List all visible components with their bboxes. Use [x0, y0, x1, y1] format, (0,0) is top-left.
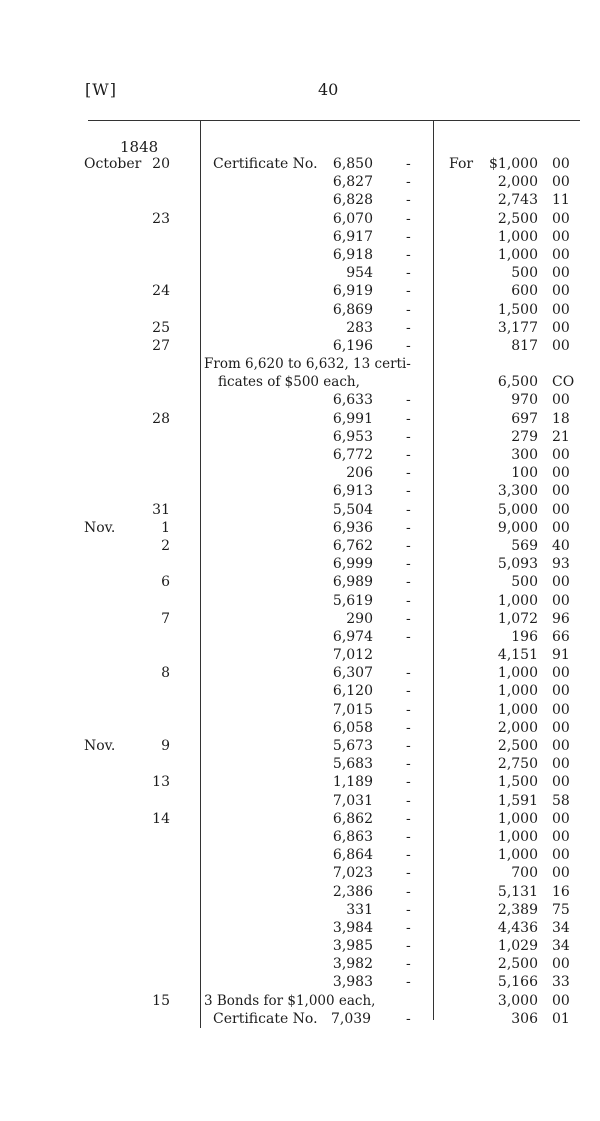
- leader-dash: -: [406, 865, 411, 882]
- amount-cents: 00: [552, 483, 570, 500]
- amount-dollars: 1,072: [497, 610, 538, 627]
- ledger-row: [0, 919, 600, 937]
- amount-cents: 75: [552, 901, 570, 918]
- ledger-row: [0, 755, 600, 773]
- entry-month: Nov.: [84, 519, 116, 536]
- amount-dollars: 2,750: [497, 756, 538, 773]
- amount-dollars: 100: [511, 465, 538, 482]
- ledger-row: [0, 464, 600, 482]
- ledger-row: [0, 719, 600, 737]
- leader-dash: -: [406, 974, 411, 991]
- ledger-row: [0, 555, 600, 573]
- entry-day: 6: [161, 574, 170, 591]
- certificate-number: 6,058: [332, 719, 373, 736]
- ledger-row: [0, 428, 600, 446]
- ledger-row: [0, 992, 600, 1010]
- leader-dash: -: [406, 246, 411, 263]
- leader-dash: -: [406, 738, 411, 754]
- amount-dollars: 700: [511, 865, 538, 882]
- certificate-number: 6,918: [332, 246, 373, 263]
- ledger-row: [0, 410, 600, 428]
- amount-dollars: 306: [511, 1010, 538, 1027]
- amount-cents: 01: [552, 1010, 570, 1027]
- leader-dash: -: [406, 592, 411, 609]
- amount-cents: 00: [552, 174, 570, 191]
- amount-dollars: 5,131: [497, 883, 538, 900]
- amount-cents: 21: [552, 428, 570, 445]
- amount-cents: 00: [552, 956, 570, 973]
- certificate-number: 6,953: [332, 428, 373, 445]
- leader-dash: -: [406, 792, 411, 809]
- certificate-number: 6,070: [332, 210, 373, 227]
- leader-dash: -: [406, 283, 411, 300]
- amount-dollars: 1,000: [497, 847, 538, 864]
- certificate-number: 6,917: [332, 228, 373, 245]
- ledger-row: [0, 973, 600, 991]
- amount-dollars: 1,500: [497, 774, 538, 791]
- entry-day: 15: [152, 992, 170, 1009]
- ledger-row: [0, 519, 600, 537]
- leader-dash: -: [406, 483, 411, 500]
- amount-cents: 00: [552, 465, 570, 482]
- ledger-row: [0, 264, 600, 282]
- amount-cents: 00: [552, 519, 570, 536]
- amount-dollars: 2,500: [497, 210, 538, 227]
- leader-dash: -: [406, 447, 411, 463]
- certificate-number: 6,633: [332, 392, 373, 409]
- certificate-number: 6,772: [332, 447, 373, 463]
- certificate-number: 6,974: [332, 628, 373, 645]
- certificate-number: 3,985: [332, 938, 373, 955]
- ledger-row: [0, 828, 600, 846]
- leader-dash: -: [406, 701, 411, 718]
- leader-dash: -: [406, 810, 411, 827]
- ledger-row: [0, 773, 600, 791]
- amount-dollars: 569: [511, 537, 538, 554]
- certificate-number: 6,862: [332, 810, 373, 827]
- amount-dollars: 9,000: [497, 519, 538, 536]
- amount-cents: 00: [552, 865, 570, 882]
- certificate-number: 7,031: [332, 792, 373, 809]
- amount-cents: 00: [552, 228, 570, 245]
- ledger-row: [0, 337, 600, 355]
- certificate-number: 290: [346, 610, 373, 627]
- amount-dollars: 1,000: [497, 592, 538, 609]
- ledger-row: [0, 883, 600, 901]
- certificate-number: 2,386: [332, 883, 373, 900]
- amount-cents: 00: [552, 756, 570, 773]
- amount-dollars: 4,436: [497, 919, 538, 936]
- leader-dash: -: [406, 938, 411, 955]
- leader-dash: -: [406, 774, 411, 791]
- amount-dollars: 2,500: [497, 956, 538, 973]
- amount-dollars: 697: [511, 410, 538, 427]
- leader-dash: -: [406, 501, 411, 518]
- certificate-ledger: [0, 155, 600, 1028]
- certificate-number: 1,189: [332, 774, 373, 791]
- leader-dash: -: [406, 956, 411, 973]
- page-header-mark: [W]: [85, 80, 117, 99]
- amount-cents: 91: [552, 647, 570, 664]
- entry-day: 27: [152, 337, 170, 354]
- amount-dollars: 600: [511, 283, 538, 300]
- certificate-number: 5,504: [332, 501, 373, 518]
- amount-dollars: 5,166: [497, 974, 538, 991]
- amount-cents: 00: [552, 246, 570, 263]
- amount-cents: 00: [552, 810, 570, 827]
- certificate-number: 5,619: [332, 592, 373, 609]
- amount-dollars: 1,000: [497, 828, 538, 845]
- amount-dollars: 817: [511, 337, 538, 354]
- certificate-number: 283: [346, 319, 373, 336]
- amount-dollars: 1,000: [497, 246, 538, 263]
- certificate-number: 3,983: [332, 974, 373, 991]
- amount-cents: 34: [552, 938, 570, 955]
- leader-dash: -: [406, 210, 411, 227]
- amount-dollars: 1,500: [497, 301, 538, 318]
- amount-cents: 00: [552, 337, 570, 354]
- entry-day: 9: [161, 738, 170, 754]
- entry-note: 3 Bonds for $1,000 each,: [204, 992, 376, 1009]
- ledger-row: [0, 282, 600, 300]
- amount-cents: 00: [552, 501, 570, 518]
- ledger-row: [0, 173, 600, 191]
- amount-cents: 00: [552, 265, 570, 282]
- certificate-number: 6,864: [332, 847, 373, 864]
- amount-dollars: 2,500: [497, 738, 538, 754]
- amount-dollars: 1,000: [497, 665, 538, 682]
- amount-cents: 34: [552, 919, 570, 936]
- certificate-number: 3,982: [332, 956, 373, 973]
- leader-dash: -: [406, 574, 411, 591]
- ledger-row: [0, 810, 600, 828]
- amount-dollars: 1,591: [497, 792, 538, 809]
- amount-cents: 00: [552, 992, 570, 1009]
- leader-dash: -: [406, 465, 411, 482]
- amount-cents: 00: [552, 592, 570, 609]
- amount-dollars: 1,000: [497, 810, 538, 827]
- amount-dollars: 970: [511, 392, 538, 409]
- ledger-row: [0, 701, 600, 719]
- certificate-number: 954: [346, 265, 373, 282]
- leader-dash: -: [406, 301, 411, 318]
- amount-cents: 00: [552, 774, 570, 791]
- ledger-row: [0, 1010, 600, 1028]
- ledger-row: [0, 864, 600, 882]
- certificate-number: 331: [346, 901, 373, 918]
- amount-dollars: 1,000: [497, 683, 538, 700]
- ledger-row: [0, 573, 600, 591]
- leader-dash: -: [406, 337, 411, 354]
- leader-dash: -: [406, 665, 411, 682]
- amount-cents: 00: [552, 156, 570, 172]
- amount-cents: 00: [552, 847, 570, 864]
- certificate-number: 6,863: [332, 828, 373, 845]
- ledger-row: [0, 537, 600, 555]
- leader-dash: -: [406, 228, 411, 245]
- ledger-row: [0, 846, 600, 864]
- amount-dollars: 3,300: [497, 483, 538, 500]
- amount-cents: 93: [552, 556, 570, 573]
- certificate-number: 6,999: [332, 556, 373, 573]
- entry-day: 20: [152, 156, 170, 172]
- leader-dash: -: [406, 828, 411, 845]
- amount-cents: 00: [552, 683, 570, 700]
- amount-cents: 00: [552, 738, 570, 754]
- certificate-number: 6,913: [332, 483, 373, 500]
- entry-day: 1: [161, 519, 170, 536]
- leader-dash: -: [406, 192, 411, 209]
- amount-cents: 66: [552, 628, 570, 645]
- leader-dash: -: [406, 1010, 411, 1027]
- amount-dollars: 2,000: [497, 719, 538, 736]
- certificate-number: 6,869: [332, 301, 373, 318]
- ledger-row: [0, 646, 600, 664]
- amount-dollars: 500: [511, 265, 538, 282]
- amount-dollars: 4,151: [497, 647, 538, 664]
- certificate-number: 6,307: [332, 665, 373, 682]
- leader-dash: -: [406, 610, 411, 627]
- amount-cents: 00: [552, 301, 570, 318]
- amount-cents: 00: [552, 283, 570, 300]
- ledger-row: [0, 191, 600, 209]
- amount-dollars: 300: [511, 447, 538, 463]
- ledger-row: [0, 792, 600, 810]
- amount-cents: 16: [552, 883, 570, 900]
- leader-dash: -: [406, 883, 411, 900]
- leader-dash: -: [406, 628, 411, 645]
- entry-month: October: [84, 156, 142, 172]
- leader-dash: -: [406, 265, 411, 282]
- page-number: 40: [318, 80, 339, 99]
- amount-cents: 00: [552, 447, 570, 463]
- certificate-number: 7,012: [332, 647, 373, 664]
- amount-dollars: 279: [511, 428, 538, 445]
- ledger-row: [0, 319, 600, 337]
- leader-dash: -: [406, 174, 411, 191]
- entry-day: 24: [152, 283, 170, 300]
- certificate-number: 7,015: [332, 701, 373, 718]
- entry-day: 7: [161, 610, 170, 627]
- amount-cents: 40: [552, 537, 570, 554]
- amount-cents: 00: [552, 319, 570, 336]
- ledger-row: [0, 664, 600, 682]
- amount-dollars: 2,743: [497, 192, 538, 209]
- leader-dash: -: [406, 519, 411, 536]
- entry-note: From 6,620 to 6,632, 13 certi-: [204, 356, 411, 373]
- ledger-row: [0, 373, 600, 391]
- ledger-row: [0, 682, 600, 700]
- leader-dash: -: [406, 392, 411, 409]
- leader-dash: -: [406, 428, 411, 445]
- leader-dash: -: [406, 919, 411, 936]
- ledger-row: [0, 155, 600, 173]
- amount-dollars: 1,000: [497, 701, 538, 718]
- entry-month: Nov.: [84, 738, 116, 754]
- ledger-row: [0, 446, 600, 464]
- ledger-row: [0, 210, 600, 228]
- certificate-number: 6,762: [332, 537, 373, 554]
- amount-dollars: 500: [511, 574, 538, 591]
- amount-cents: 00: [552, 210, 570, 227]
- ledger-row: [0, 355, 600, 373]
- leader-dash: -: [406, 847, 411, 864]
- certificate-label: Certificate No.: [213, 1010, 318, 1027]
- amount-dollars: 5,093: [497, 556, 538, 573]
- amount-cents: 33: [552, 974, 570, 991]
- header-rule: [88, 120, 580, 121]
- leader-dash: -: [406, 683, 411, 700]
- amount-cents: 18: [552, 410, 570, 427]
- ledger-row: [0, 482, 600, 500]
- amount-cents: 58: [552, 792, 570, 809]
- ledger-year: 1848: [120, 138, 159, 156]
- certificate-number: 7,039: [331, 1010, 372, 1027]
- leader-dash: -: [406, 156, 411, 172]
- entry-day: 13: [152, 774, 170, 791]
- certificate-number: 3,984: [332, 919, 373, 936]
- ledger-row: [0, 901, 600, 919]
- amount-dollars: 6,500: [497, 374, 538, 391]
- amount-cents: 96: [552, 610, 570, 627]
- certificate-number: 6,989: [332, 574, 373, 591]
- certificate-number: 6,196: [332, 337, 373, 354]
- entry-day: 25: [152, 319, 170, 336]
- amount-dollars: 1,029: [497, 938, 538, 955]
- amount-dollars: 5,000: [497, 501, 538, 518]
- ledger-row: [0, 955, 600, 973]
- leader-dash: -: [406, 410, 411, 427]
- entry-day: 14: [152, 810, 170, 827]
- for-label: For: [449, 156, 474, 172]
- certificate-number: 5,683: [332, 756, 373, 773]
- ledger-row: [0, 937, 600, 955]
- entry-day: 23: [152, 210, 170, 227]
- ledger-row: [0, 737, 600, 755]
- entry-day: 2: [161, 537, 170, 554]
- leader-dash: -: [406, 556, 411, 573]
- amount-cents: 00: [552, 574, 570, 591]
- certificate-number: 7,023: [332, 865, 373, 882]
- entry-day: 28: [152, 410, 170, 427]
- ledger-row: [0, 246, 600, 264]
- amount-dollars: 2,389: [497, 901, 538, 918]
- ledger-row: [0, 610, 600, 628]
- certificate-number: 6,827: [332, 174, 373, 191]
- leader-dash: -: [406, 901, 411, 918]
- ledger-row: [0, 628, 600, 646]
- certificate-number: 6,120: [332, 683, 373, 700]
- amount-cents: CO: [552, 374, 575, 391]
- amount-dollars: 3,000: [497, 992, 538, 1009]
- amount-dollars: 1,000: [497, 228, 538, 245]
- certificate-number: 6,936: [332, 519, 373, 536]
- entry-day: 31: [152, 501, 170, 518]
- entry-note: ficates of $500 each,: [218, 374, 360, 391]
- amount-dollars: $1,000: [489, 156, 538, 172]
- certificate-number: 6,991: [332, 410, 373, 427]
- amount-cents: 00: [552, 665, 570, 682]
- amount-cents: 00: [552, 719, 570, 736]
- certificate-number: 5,673: [332, 738, 373, 754]
- certificate-number: 6,919: [332, 283, 373, 300]
- leader-dash: -: [406, 756, 411, 773]
- amount-cents: 00: [552, 701, 570, 718]
- amount-dollars: 3,177: [497, 319, 538, 336]
- ledger-row: [0, 301, 600, 319]
- amount-dollars: 196: [511, 628, 538, 645]
- ledger-row: [0, 228, 600, 246]
- certificate-number: 6,850: [332, 156, 373, 172]
- leader-dash: -: [406, 319, 411, 336]
- ledger-row: [0, 592, 600, 610]
- certificate-number: 6,828: [332, 192, 373, 209]
- certificate-label: Certificate No.: [213, 156, 318, 172]
- leader-dash: -: [406, 719, 411, 736]
- amount-cents: 11: [552, 192, 570, 209]
- entry-day: 8: [161, 665, 170, 682]
- certificate-number: 206: [346, 465, 373, 482]
- ledger-row: [0, 391, 600, 409]
- amount-cents: 00: [552, 392, 570, 409]
- ledger-row: [0, 501, 600, 519]
- amount-dollars: 2,000: [497, 174, 538, 191]
- amount-cents: 00: [552, 828, 570, 845]
- leader-dash: -: [406, 537, 411, 554]
